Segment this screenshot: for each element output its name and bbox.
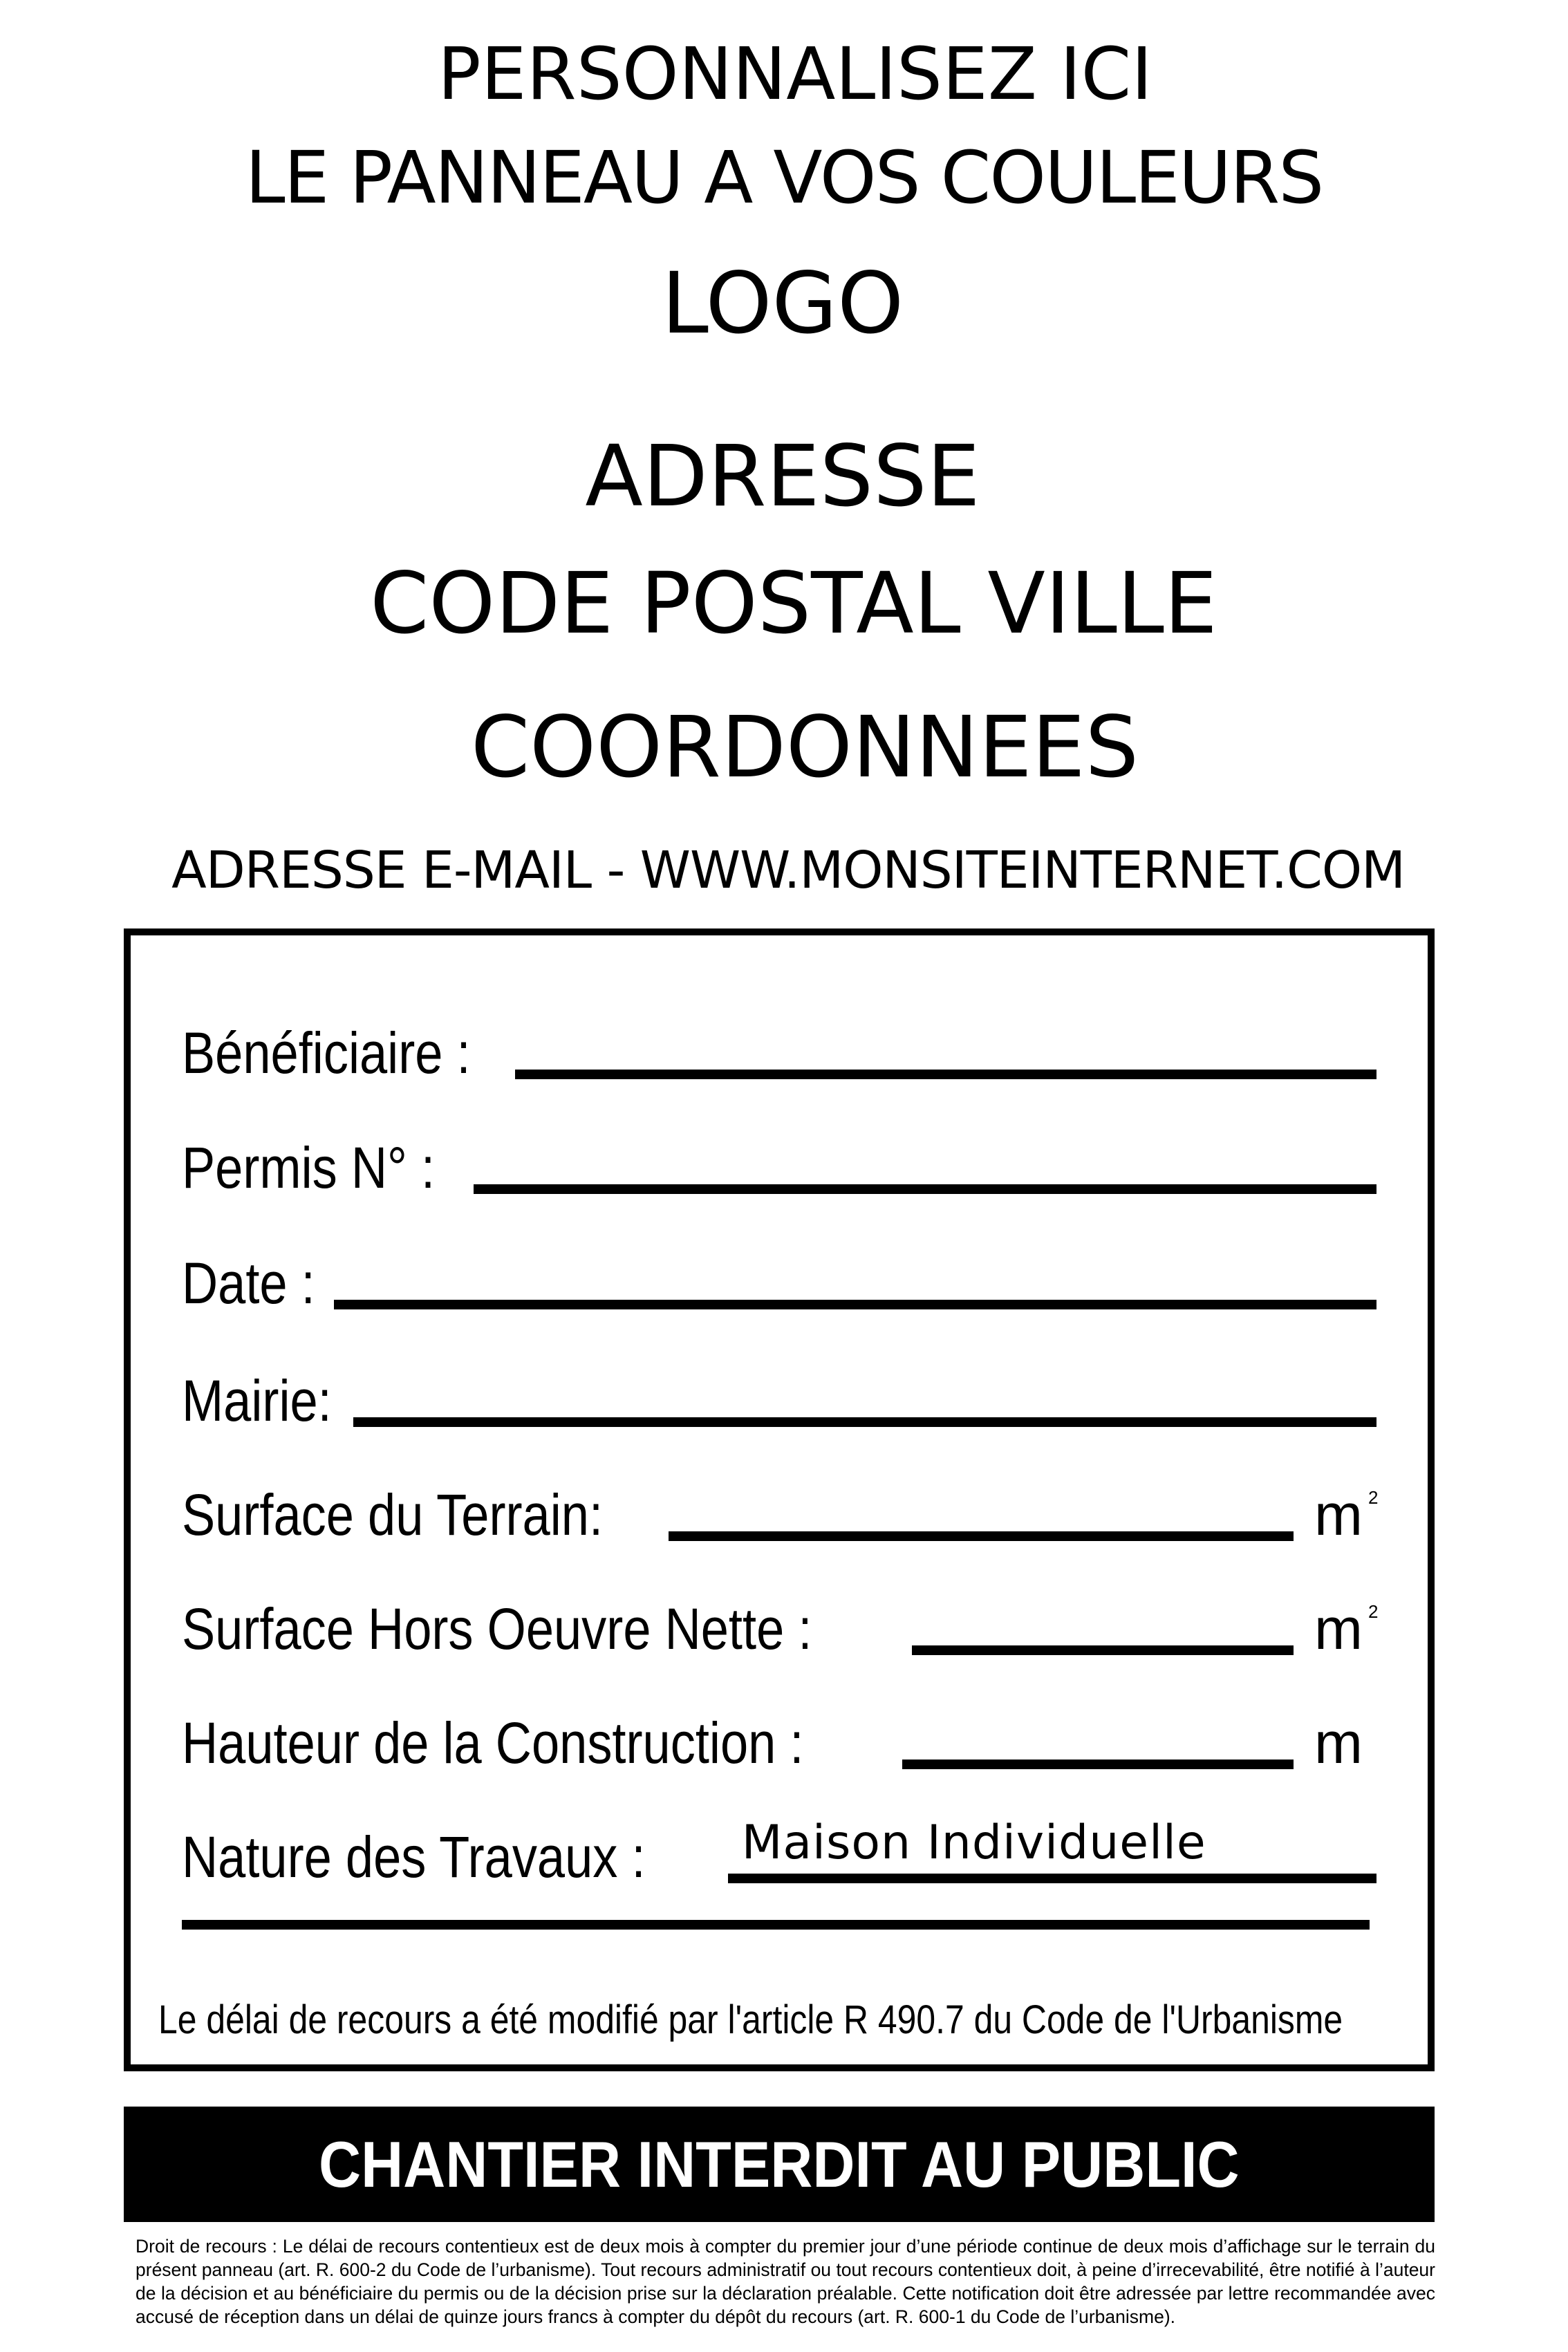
postal-city-line: CODE POSTAL VILLE xyxy=(370,554,1217,653)
unit-square-meters: m 2 xyxy=(1314,1482,1379,1547)
extra-blank-line xyxy=(182,1920,1370,1930)
field-surface-hon xyxy=(182,1568,1379,1661)
label-date: Date : xyxy=(182,1251,315,1316)
field-permis xyxy=(182,1107,1376,1200)
nature-value-field xyxy=(728,1803,1376,1886)
logo-placeholder: LOGO xyxy=(661,254,904,353)
legal-notice: Droit de recours : Le délai de recours contentieux est de deux mois à compter du premier jour d’une période continue de deux mois d’affichage sur le terrain du présent panneau (art. R. 600-2 du Code de l’urbanisme). Tout recours administratif ou tout recours contentieux doit, à peine d’irrecevabilité, être notifié à l’auteur de la décision et au bénéficiaire du permis ou de la décision prise sur la déclaration préalable. Cette notification doit être adressée par lettre recommandée avec accusé de réception dans un délai de quinze jours francs à compter du dépôt du recours (art. R. 600-1 du Code de l’urbanisme). xyxy=(136,2236,1435,2327)
blank-line-permis xyxy=(474,1184,1376,1194)
header-customize-line: PERSONNALISEZ ICI xyxy=(438,32,1152,116)
label-nature: Nature des Travaux : xyxy=(182,1824,646,1889)
field-hauteur xyxy=(182,1682,1376,1775)
blank-line-nature xyxy=(728,1874,1376,1883)
field-beneficiaire xyxy=(182,992,1376,1085)
field-surface-terrain xyxy=(182,1454,1379,1547)
blank-line-surface-terrain xyxy=(669,1531,1294,1541)
blank-line-hauteur xyxy=(902,1760,1294,1769)
blank-line-beneficiaire xyxy=(515,1070,1376,1079)
recours-note: Le délai de recours a été modifié par l'article R 490.7 du Code de l'Urbanisme xyxy=(158,1997,1343,2042)
header-colors-line: LE PANNEAU A VOS COULEURS xyxy=(245,136,1323,220)
email-website-line: ADRESSE E-MAIL - WWW.MONSITEINTERNET.COM xyxy=(171,841,1405,900)
blank-line-date xyxy=(334,1300,1376,1309)
blank-line-mairie xyxy=(353,1417,1376,1427)
label-hauteur: Hauteur de la Construction : xyxy=(182,1710,804,1775)
label-mairie: Mairie: xyxy=(182,1368,332,1433)
permit-form-box xyxy=(124,928,1435,2071)
field-nature xyxy=(182,1796,1376,1889)
contact-line: COORDONNEES xyxy=(470,698,1139,796)
banner-text: CHANTIER INTERDIT AU PUBLIC xyxy=(319,2127,1240,2201)
field-mairie xyxy=(182,1340,1376,1433)
nature-value: Maison Individuelle xyxy=(741,1816,1206,1870)
blank-line-surface-hon xyxy=(912,1645,1294,1655)
label-surface-terrain: Surface du Terrain: xyxy=(182,1482,604,1547)
unit-meters: m xyxy=(1314,1710,1363,1775)
label-beneficiaire: Bénéficiaire : xyxy=(182,1020,471,1085)
field-date xyxy=(182,1222,1376,1316)
unit-square-meters: m 2 xyxy=(1314,1596,1379,1661)
label-surface-hon: Surface Hors Oeuvre Nette : xyxy=(182,1596,812,1661)
address-line: ADRESSE xyxy=(585,427,980,525)
label-permis: Permis N° : xyxy=(182,1135,436,1200)
warning-banner xyxy=(124,2107,1435,2222)
